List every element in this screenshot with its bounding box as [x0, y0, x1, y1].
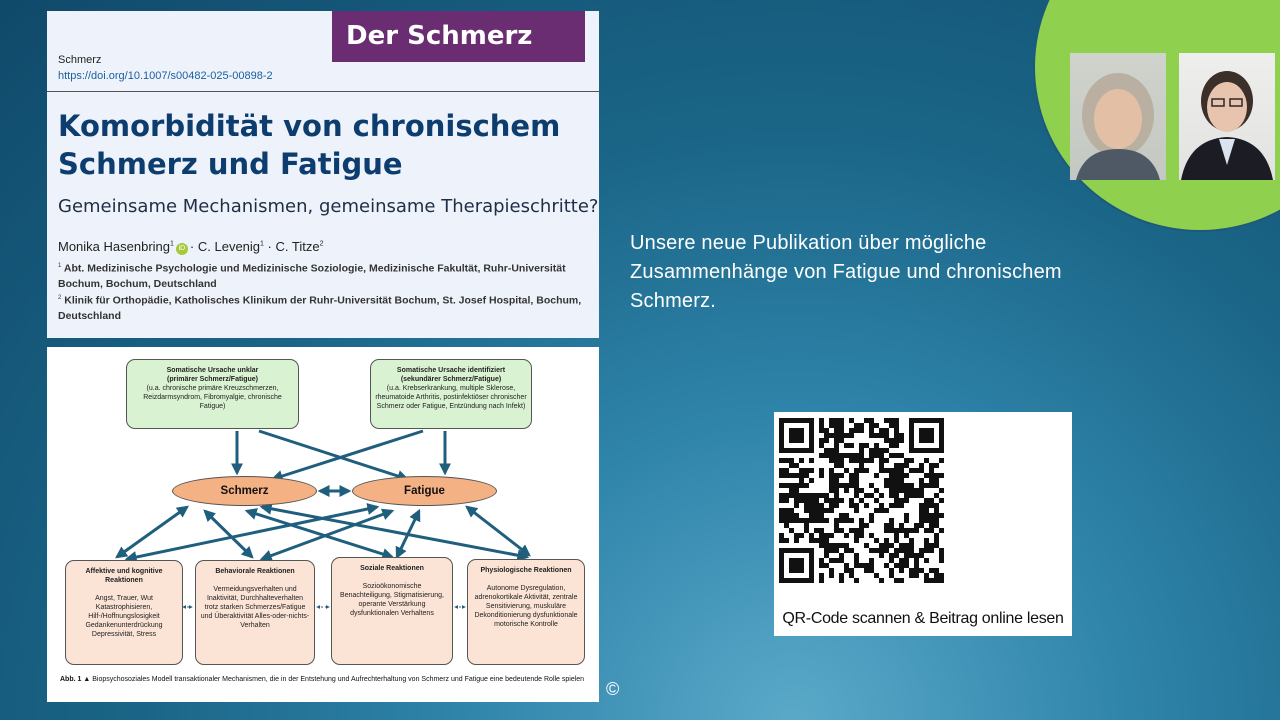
copyright-icon: ©: [606, 679, 620, 699]
box-text: (u.a. chronische primäre Kreuzschmerzen, Reizdarmsyndrom, Fibromyalgie, chronische Fatigue): [143, 385, 282, 410]
box-title: Soziale Reaktionen: [360, 565, 424, 572]
qr-code-card[interactable]: [774, 412, 1072, 636]
paper-header-image: [47, 11, 599, 338]
orcid-icon[interactable]: iD: [176, 243, 188, 255]
author-name: C. Titze: [275, 239, 320, 254]
box-text: Autonome Dysregulation, adrenokortikale Aktivität, zentrale Sensitivierung, muskuläre Dekonditionierung dysfunktionale motorische Kontrolle: [474, 585, 578, 628]
paper-title: Komorbidität von chronischem Schmerz und Fatigue: [58, 109, 561, 181]
portrait-icon: [1179, 53, 1275, 180]
affiliation: [58, 291, 583, 324]
publication-announcement: Unsere neue Publikation über mögliche Zusammenhänge von Fatigue und chronischem Schmerz.: [630, 232, 1062, 312]
qr-code-icon[interactable]: [774, 412, 1072, 636]
caption-text: Biopsychosoziales Modell transaktionaler Mechanismen, die in der Entstehung und Aufrechterhaltung von Schmerz und Fatigue eine bedeutende Rolle spielen: [92, 676, 585, 683]
fatigue-node: Fatigue: [352, 476, 497, 506]
caption-label: Abb. 1 ▲: [60, 676, 91, 683]
affiliation-text: Abt. Medizinische Psychologie und Medizinische Soziologie, Medizinische Fakultät, Ruhr-Universität Bochum, Bochum, Deutschland: [58, 262, 566, 290]
box-text: Angst, Trauer, Wut Katastrophisieren, Hilf-/Hoffnungslosigkeit Gedankenunterdrückung Depressivität, Stress: [85, 595, 163, 638]
box-subtitle: (sekundärer Schmerz/Fatigue): [400, 376, 502, 383]
arrow: [273, 431, 423, 479]
arrow: [259, 431, 407, 479]
paper-subtitle: Gemeinsame Mechanismen, gemeinsame Therapieschritte?: [58, 196, 599, 217]
author-name: C. Levenig: [197, 239, 261, 254]
figure-caption: [60, 675, 590, 684]
secondary-cause-box: [370, 359, 532, 429]
reaction-box-behavioral: [195, 560, 315, 665]
reaction-box-physiological: [467, 559, 585, 665]
arrow: [262, 507, 527, 557]
affiliation-mark: 1: [58, 263, 62, 269]
author-affiliation-mark: 2: [319, 240, 324, 248]
affiliation-text: Klinik für Orthopädie, Katholisches Klinikum der Ruhr-Universität Bochum, St. Josef Hospital, Bochum, Deutschland: [58, 294, 582, 322]
author-affiliation-mark: 1: [170, 240, 174, 248]
reaction-box-affective: [65, 560, 183, 665]
author-name: Monika Hasenbring: [58, 239, 171, 254]
model-figure: [47, 347, 599, 702]
box-text: Vermeidungsverhalten und Inaktivität, Durchhalteverhalten trotz starken Schmerzes/Fatigue und Überaktivität Alles-oder-nichts-Verhalten: [200, 586, 310, 629]
portrait-icon: [1070, 53, 1166, 180]
author-affiliation-mark: 1: [260, 240, 264, 248]
author-photo-woman-glasses: [1179, 53, 1275, 180]
doi-link[interactable]: https://doi.org/10.1007/s00482-025-00898-2: [58, 70, 273, 82]
box-subtitle: (primärer Schmerz/Fatigue): [166, 376, 259, 383]
author-photo-woman-gray-hair: [1070, 53, 1166, 180]
box-title: Somatische Ursache unklar: [166, 367, 259, 374]
box-text: (u.a. Krebserkrankung, multiple Sklerose, rheumatoide Arthritis, postinfektiöser chronischer Schmerz oder Fatigue, Entzündung nach Infekt): [375, 385, 527, 410]
journal-banner: Der Schmerz: [332, 11, 585, 62]
journal-name: Schmerz: [58, 54, 102, 66]
author-list: Monika Hasenbring$^1$iD · C. Levenig$^1$ · C. Titze$^2$: [58, 239, 324, 254]
box-title: Somatische Ursache identifiziert: [396, 367, 506, 374]
box-title: Affektive und kognitive Reaktionen: [85, 568, 163, 584]
box-title: Behaviorale Reaktionen: [215, 568, 295, 575]
arrow: [127, 507, 377, 559]
qr-code-label: QR-Code scannen & Beitrag online lesen: [782, 610, 1064, 627]
primary-cause-box: [126, 359, 299, 429]
affiliation: [58, 259, 583, 292]
box-title: Physiologische Reaktionen: [480, 567, 572, 574]
affiliation-mark: 2: [58, 295, 62, 301]
reaction-box-social: [331, 557, 453, 665]
header-divider: [47, 91, 599, 92]
pain-node: Schmerz: [172, 476, 317, 506]
box-text: Sozioökonomische Benachteiligung, Stigmatisierung, operante Verstärkung dysfunktionalen Verhaltens: [340, 583, 444, 617]
